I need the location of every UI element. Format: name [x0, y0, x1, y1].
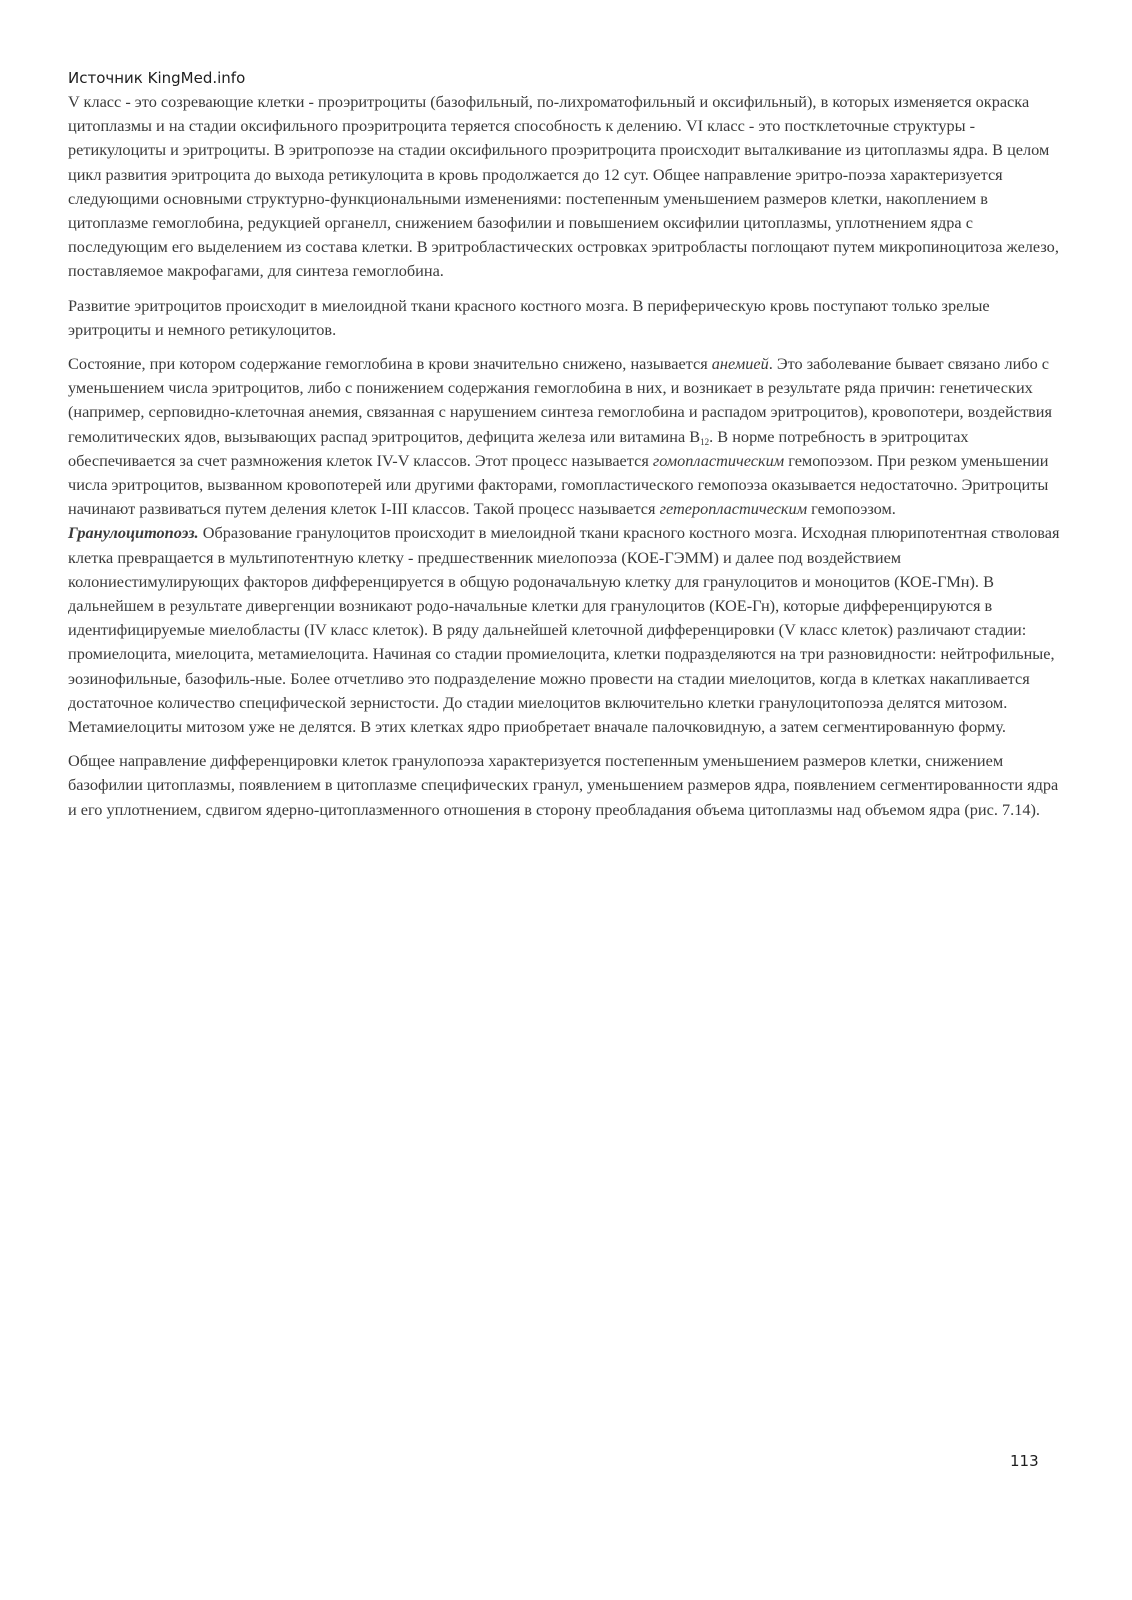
term-anemia: анемией [711, 354, 769, 374]
page-number: 113 [1010, 1452, 1039, 1470]
paragraph-erythrocyte-development: Развитие эритроцитов происходит в миелоидной ткани красного костного мозга. В периферическую кровь поступают только зрелые эритроциты и немного ретикулоцитов. [68, 295, 990, 339]
anemia-text-4: гемопоэзом. При резком уменьшении числа эритроцитов, вызванном кровопотерей или другими факторами, гомопластического гемопоэза оказывается недостаточно. Эритроциты начинают развиваться путем деления клеток I-III классов. Такой процесс называется [68, 450, 1049, 519]
term-homoplastic: гомопластическим [652, 450, 785, 470]
page-content [68, 66, 1068, 832]
paragraph-granulocytopoiesis [68, 521, 1068, 739]
anemia-text-1: Состояние, при котором содержание гемоглобина в крови значительно снижено, называется [68, 354, 712, 374]
paragraph-anemia [68, 352, 1068, 521]
section-heading-granulocytopoiesis: Гранулоцитопоэз. [68, 523, 199, 543]
term-heteroplastic: гетеропластическим [659, 499, 808, 519]
anemia-text-3: . В норме потребность в эритроцитах обеспечивается за счет размножения клеток IV-V классов. Этот процесс называется [68, 426, 969, 470]
paragraph-erythropoiesis-stages: V класс - это созревающие клетки - проэритроциты (базофильный, по-лихроматофильный и оксифильный), в которых изменяется окраска цитоплазмы и на стадии оксифильного проэритроцита теряется способность к делению. VI класс - это постклеточные структуры - ретикулоциты и эритроциты. В эритропоэзе на стадии оксифильного проэритроцита происходит выталкивание из цитоплазмы ядра. В целом цикл развития эритроцита до выхода ретикулоцита в кровь продолжается до 12 сут. Общее направление эритро-поэза характеризуется следующими основными структурно-функциональными изменениями: постепенным уменьшением размеров клетки, накоплением в цитоплазме гемоглобина, редукцией органелл, снижением базофилии и повышением оксифилии цитоплазмы, уплотнением ядра с последующим его выделением из состава клетки. В эритробластических островках эритробласты поглощают путем микропиноцитоза железо, поставляемое макрофагами, для синтеза гемоглобина. [68, 92, 1059, 281]
vitamin-subscript: 12 [700, 436, 710, 447]
source-header: Источник KingMed.info [68, 69, 246, 87]
anemia-text-5: гемопоэзом. [807, 499, 896, 519]
granulocytopoiesis-text: Образование гранулоцитов происходит в миелоидной ткани красного костного мозга. Исходная плюрипотентная стволовая клетка превращается в мультипотентную клетку - предшественник миелопоэза (КОЕ-ГЭММ) и далее под воздействием колониестимулирующих факторов дифференцируется в общую родоначальную клетку для гранулоцитов и моноцитов (КОЕ-ГМн). В дальнейшем в результате дивергенции возникают родо-начальные клетки для гранулоцитов (КОЕ-Гн), которые дифференцируются в идентифицируемые миелобласты (IV класс клеток). В ряду дальнейшей клеточной дифференцировки (V класс клеток) различают стадии: промиелоцита, миелоцита, метамиелоцита. Начиная со стадии промиелоцита, клетки подразделяются на три разновидности: нейтрофильные, эозинофильные, базофиль-ные. Более отчетливо это подразделение можно провести на стадии миелоцитов, когда в клетках накапливается достаточное количество специфической зернистости. До стадии миелоцитов включительно клетки гранулоцитопоэза делятся митозом. Метамиелоциты митозом уже не делятся. В этих клетках ядро приобретает вначале палочковидную, а затем сегментированную форму. [68, 523, 1060, 737]
paragraph-granulopoiesis-direction: Общее направление дифференцировки клеток гранулопоэза характеризуется постепенным уменьшением размеров клетки, снижением базофилии цитоплазмы, появлением в цитоплазме специфических гранул, уменьшением размеров ядра, появлением сегментированности ядра и его уплотнением, сдвигом ядерно-цитоплазменного отношения в сторону преобладания объема цитоплазмы над объемом ядра (рис. 7.14). [68, 751, 1059, 819]
anemia-text-2: . Это заболевание бывает связано либо с уменьшением числа эритроцитов, либо с понижением содержания гемоглобина в них, и возникает в результате ряда причин: генетических (например, серповидно-клеточная анемия, связанная с нарушением синтеза гемоглобина и распадом эритроцитов), кровопотери, воздействия гемолитических ядов, вызывающих распад эритроцитов, дефицита железа или витамина В [68, 354, 1052, 446]
